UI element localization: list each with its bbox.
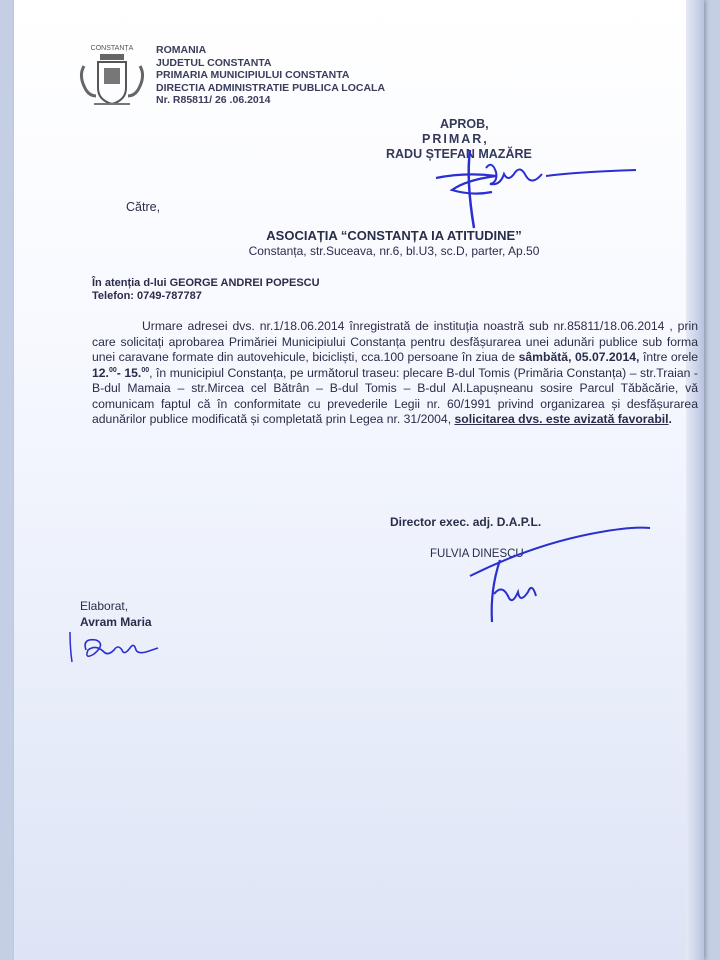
mayor-signature-icon bbox=[426, 140, 646, 230]
registration-number: Nr. R85811/ 26 .06.2014 bbox=[156, 94, 271, 106]
approval-title: PRIMAR, bbox=[422, 132, 489, 146]
favorable-decision: solicitarea dvs. este avizată favorabil bbox=[454, 412, 669, 426]
body-end: . bbox=[668, 412, 672, 426]
recipient-organization: ASOCIAȚIA “CONSTANȚA IA ATITUDINE” bbox=[266, 228, 522, 243]
letterhead bbox=[156, 44, 385, 107]
signatory-title: Director exec. adj. D.A.P.L. bbox=[390, 515, 542, 529]
preparer-signature-icon bbox=[66, 626, 196, 666]
recipient-address: Constanța, str.Suceava, nr.6, bl.U3, sc.D, parter, Ap.50 bbox=[248, 244, 540, 258]
prepared-by-label: Elaborat, bbox=[80, 599, 129, 613]
signatory-name: FULVIA DINESCU bbox=[430, 548, 524, 560]
body-text-part-3: , în municipiul Constanța, pe următorul traseu: plecare B-dul Tomis (Primăria Constanța) – str.Traian - B-dul Mamaia – str.Mircea cel Bătrân – B-dul Tomis – B-dul Al.Lapușneanu sosire Parcul Tăbăcărie, vă comunicam faptul că în conformitate cu prevederile Legii nr. 60/1991 privind organizarea și desfășurarea adunărilor publice modificată și completată prin Legea nr. 31/2004, bbox=[92, 365, 698, 426]
document-page bbox=[14, 0, 704, 960]
directorate-line: DIRECTIA ADMINISTRATIE PUBLICA LOCALA bbox=[156, 81, 386, 94]
page-edge-shadow bbox=[686, 0, 704, 960]
attention-line: În atenția d-lui GEORGE ANDREI POPESCU bbox=[92, 277, 320, 289]
director-signature-icon bbox=[460, 520, 660, 630]
county-line: JUDETUL CONSTANTA bbox=[156, 56, 272, 69]
event-date: sâmbătă, 05.07.2014, bbox=[518, 350, 640, 364]
prepared-by-name: Avram Maria bbox=[80, 615, 152, 629]
attention-block bbox=[92, 277, 320, 303]
letter-body bbox=[92, 319, 698, 428]
body-text-part-1: Urmare adresei dvs. nr.1/18.06.2014 înregistrată de instituția noastră sub nr.85811/18.06.2014 , prin care solicitați aprobarea Primăriei Municipiului Constanța pentru desfășurarea unei adunări publice sub forma unei caravane formate din autovehicule, bicicliști, cca.100 persoane în ziua de bbox=[92, 319, 698, 364]
body-paragraph bbox=[92, 319, 698, 428]
to-label: Către, bbox=[126, 200, 161, 214]
approval-label: APROB, bbox=[440, 117, 489, 131]
body-text-part-2: între orele bbox=[639, 350, 698, 364]
municipality-line: PRIMARIA MUNICIPIULUI CONSTANTA bbox=[156, 69, 350, 81]
coat-label: CONSTANȚA bbox=[90, 45, 134, 52]
country-line: ROMANIA bbox=[156, 44, 207, 56]
coat-of-arms-icon bbox=[74, 42, 150, 112]
approval-name: RADU ȘTEFAN MAZĂRE bbox=[386, 147, 532, 161]
phone-line: Telefon: 0749-787787 bbox=[92, 290, 202, 302]
time-start: 12.00- 15.00 bbox=[92, 365, 150, 380]
